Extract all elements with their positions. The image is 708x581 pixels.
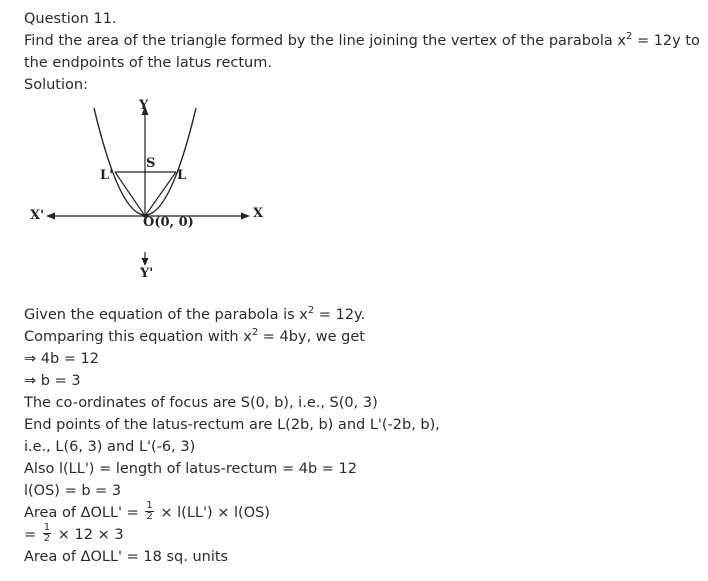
step-compare-exponent: 2: [251, 327, 259, 338]
step-endpoints: End points of the latus-rectum are L(2b, b) and L'(-2b, b),: [24, 417, 440, 433]
label-l: L: [177, 168, 187, 183]
question-text: [24, 30, 700, 74]
solution-page: [24, 8, 700, 568]
step-area-substitute-prefix: =: [24, 527, 41, 543]
question-text-suffix: = 12y to the endpoints of the latus rectum.: [24, 33, 700, 71]
question-title: Question 11.: [24, 11, 117, 27]
step-endpoints-values: i.e., L(6, 3) and L'(-6, 3): [24, 439, 196, 455]
step-given: [24, 304, 700, 326]
step-focus: The co-ordinates of focus are S(0, b), i.e., S(0, 3): [24, 395, 378, 411]
label-l-prime: L': [100, 168, 114, 183]
label-y: Y: [139, 98, 149, 113]
x-axis-arrow: [241, 213, 250, 220]
step-area-substitute: [24, 521, 700, 546]
fraction-denominator: 2: [146, 510, 153, 522]
step-4b: ⇒ 4b = 12: [24, 351, 100, 367]
parabola-figure: [24, 98, 324, 298]
step-compare: [24, 326, 700, 348]
label-y-prime: Y': [140, 266, 154, 281]
label-x: X: [253, 206, 264, 221]
step-compare-prefix: Comparing this equation with x: [24, 329, 252, 345]
step-area-formula-prefix: Area of ΔOLL' =: [24, 505, 144, 521]
step-compare-suffix: = 4by, we get: [258, 329, 365, 345]
step-area-substitute-suffix: × 12 × 3: [53, 527, 124, 543]
step-given-suffix: = 12y.: [314, 307, 366, 323]
x-prime-arrow: [46, 213, 55, 220]
question-exponent: 2: [625, 31, 633, 42]
step-given-prefix: Given the equation of the parabola is x: [24, 307, 308, 323]
label-x-prime: X': [30, 208, 45, 223]
step-area-formula: [24, 499, 700, 524]
y-prime-arrow: [142, 258, 149, 266]
question-text-prefix: Find the area of the triangle formed by the line joining the vertex of the parabola x: [24, 33, 626, 49]
step-os-length: l(OS) = b = 3: [24, 483, 122, 499]
fraction-numerator-2: 1: [43, 521, 51, 533]
label-origin: O(0, 0): [143, 215, 194, 230]
side-ol-prime: [115, 172, 145, 216]
fraction-half-2: [43, 523, 51, 544]
solution-label: Solution:: [24, 77, 88, 93]
fraction-denominator-2: 2: [43, 532, 51, 544]
step-area-formula-suffix: × l(LL') × l(OS): [155, 505, 270, 521]
fraction-half: [145, 501, 153, 522]
step-given-exponent: 2: [307, 305, 315, 316]
side-ol: [145, 172, 176, 216]
step-area-result: Area of ΔOLL' = 18 sq. units: [24, 549, 229, 565]
label-s: S: [146, 156, 156, 171]
step-latus-length: Also l(LL') = length of latus-rectum = 4b = 12: [24, 461, 357, 477]
step-b: ⇒ b = 3: [24, 373, 81, 389]
parabola-diagram: [24, 98, 324, 298]
fraction-numerator: 1: [146, 499, 153, 511]
